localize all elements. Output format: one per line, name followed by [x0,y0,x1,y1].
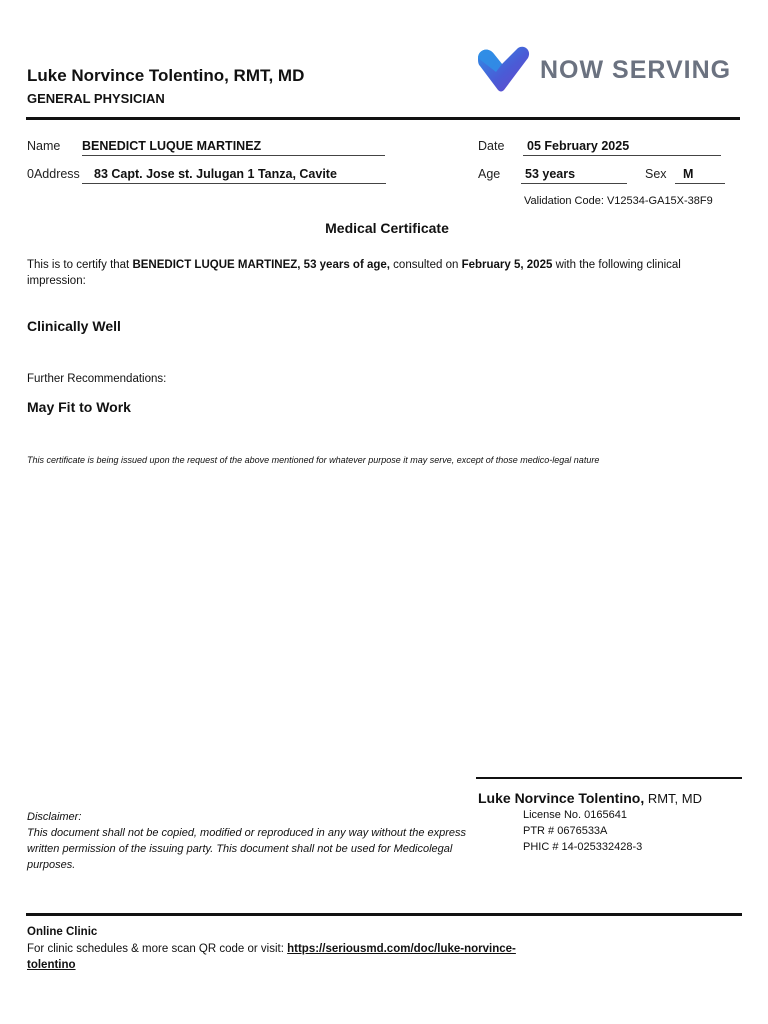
certify-text-2: consulted on [389,259,462,271]
certification-paragraph [27,257,717,289]
certify-date: February 5, 2025 [461,259,553,271]
license-number: License No. 0165641 [523,809,627,821]
recommendations-label: Further Recommendations: [27,373,167,385]
signatory-name: Luke Norvince Tolentino, [478,790,645,806]
name-label: Name [27,139,61,153]
sex-label: Sex [645,167,667,181]
certify-text-1: This is to certify that [27,259,133,271]
address-underline [82,183,386,184]
age-underline [521,183,627,184]
clinic-link[interactable]: https://seriousmd.com/doc/luke-norvince-tolentino [27,943,516,971]
name-underline [82,155,385,156]
footer-divider [26,913,742,916]
footer-description: For clinic schedules & more scan QR code or visit: [27,943,288,955]
purpose-note: This certificate is being issued upon the request of the above mentioned for whatever purpose it may serve, except of those medico-legal nature [27,455,600,465]
doctor-specialty: GENERAL PHYSICIAN [27,91,165,106]
patient-address: 83 Capt. Jose st. Julugan 1 Tanza, Cavite [94,167,337,181]
signature-name-row [478,790,702,806]
certify-patient: BENEDICT LUQUE MARTINEZ, 53 years of age, [132,259,390,271]
footer-text [27,941,527,973]
patient-age: 53 years [525,167,576,181]
age-label: Age [478,167,501,181]
header-divider [26,117,740,120]
disclaimer-heading: Disclaimer: [27,811,82,823]
disclaimer-block [27,809,467,873]
ptr-number: PTR # 0676533A [523,825,608,837]
signatory-credentials: RMT, MD [644,791,702,806]
certificate-heading: Medical Certificate [325,220,449,236]
consult-date: 05 February 2025 [527,139,630,153]
doctor-name-header: Luke Norvince Tolentino, RMT, MD [27,66,305,85]
phic-number: PHIC # 14-025332428-3 [523,841,643,853]
now-serving-logo [474,46,736,94]
recommendation-value: May Fit to Work [27,399,131,415]
date-underline [523,155,721,156]
heart-check-icon [474,46,532,94]
footer-heading: Online Clinic [27,926,98,938]
date-label: Date [478,139,505,153]
certify-text-3: with the following clinical impression: [27,259,681,287]
sex-underline [675,183,725,184]
logo-wordmark: NOW SERVING [540,56,732,84]
clinical-impression: Clinically Well [27,318,121,334]
patient-sex: M [683,167,694,181]
disclaimer-text: This document shall not be copied, modified or reproduced in any way without the express written permission of the issuing party. This document shall not be used for Medicolegal purposes. [27,827,467,871]
patient-name: BENEDICT LUQUE MARTINEZ [82,139,262,153]
signature-line [476,777,742,779]
validation-code: Validation Code: V12534-GA15X-38F9 [524,195,713,207]
address-label: 0Address [27,167,80,181]
